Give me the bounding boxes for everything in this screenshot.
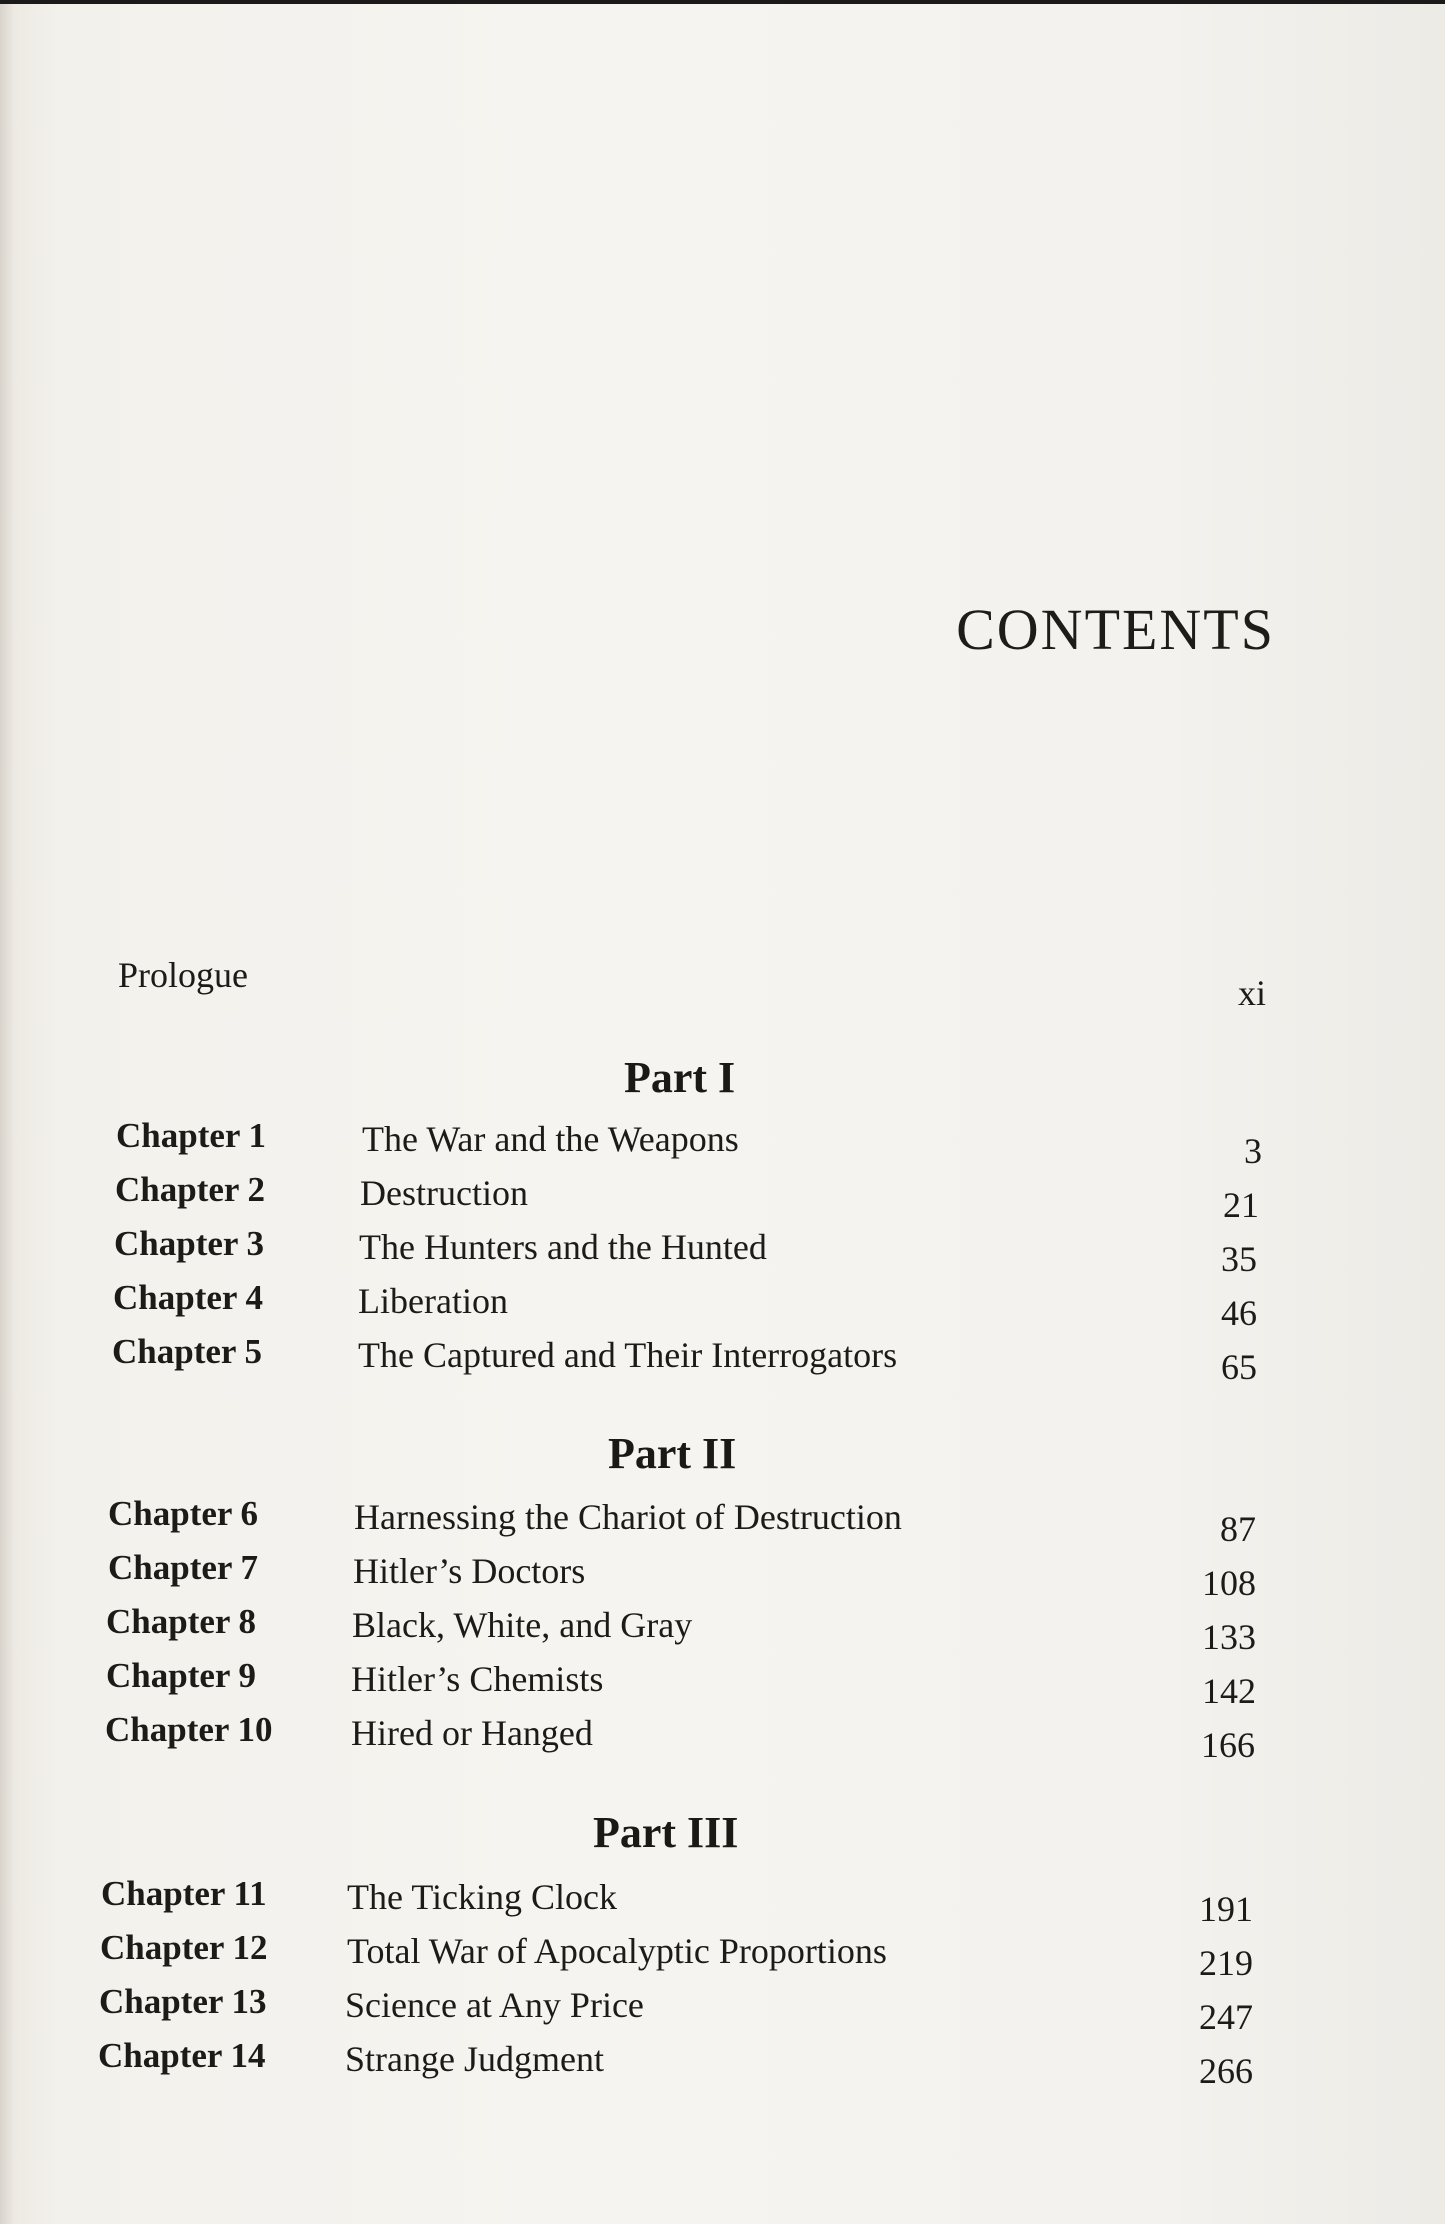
chapter-page-number: 3 [1244,1131,1262,1171]
chapter-title: Destruction [360,1173,528,1213]
toc-entry-chapter-3 [114,1224,1257,1279]
toc-entry-chapter-9 [106,1656,1256,1711]
chapter-title: Strange Judgment [345,2039,604,2079]
toc-entry-chapter-11 [101,1874,1253,1929]
toc-entry-chapter-7 [108,1548,1256,1603]
chapter-number: Chapter 14 [98,2036,266,2075]
chapter-title: Liberation [358,1281,508,1321]
chapter-page-number: 191 [1199,1889,1253,1929]
chapter-number: Chapter 8 [106,1602,257,1641]
chapter-number: Chapter 1 [116,1116,267,1155]
chapter-number: Chapter 7 [108,1548,259,1587]
chapter-page-number: 219 [1199,1943,1253,1983]
toc-entry-chapter-6 [108,1494,1256,1549]
toc-entry-chapter-5 [112,1332,1257,1387]
toc-entry-chapter-10 [105,1710,1255,1765]
contents-title: CONTENTS [956,597,1275,662]
toc-entry-chapter-12 [100,1928,1253,1983]
chapter-number: Chapter 12 [100,1928,268,1967]
chapter-title: Hitler’s Chemists [351,1659,604,1699]
chapter-page-number: 266 [1199,2051,1253,2091]
prologue-entry [118,954,1266,1013]
chapter-page-number: 87 [1220,1509,1256,1549]
prologue-label: Prologue [118,955,248,995]
chapter-page-number: 35 [1221,1239,1257,1279]
chapter-number: Chapter 10 [105,1710,273,1749]
chapter-title: The Ticking Clock [347,1877,618,1917]
toc-entry-chapter-14 [98,2036,1253,2091]
part-heading-3: Part III [593,1808,739,1857]
chapter-title: Black, White, and Gray [352,1605,693,1645]
chapter-title: Science at Any Price [345,1985,644,2025]
chapter-title: Hitler’s Doctors [353,1551,586,1591]
chapter-number: Chapter 6 [108,1494,259,1533]
chapter-number: Chapter 13 [99,1982,267,2021]
chapter-number: Chapter 9 [106,1656,257,1695]
chapter-number: Chapter 5 [112,1332,263,1371]
chapter-title: Harnessing the Chariot of Destruction [354,1497,902,1537]
chapter-page-number: 133 [1202,1617,1256,1657]
chapter-page-number: 108 [1202,1563,1256,1603]
chapter-page-number: 247 [1199,1997,1253,2037]
page-gutter-shadow [0,4,14,2224]
chapter-page-number: 65 [1221,1347,1257,1387]
chapter-page-number: 142 [1202,1671,1256,1711]
chapter-number: Chapter 2 [115,1170,266,1209]
chapter-title: The Hunters and the Hunted [359,1227,767,1267]
chapter-page-number: 166 [1201,1725,1255,1765]
chapter-number: Chapter 3 [114,1224,265,1263]
part-heading-2: Part II [608,1429,737,1478]
chapter-title: Total War of Apocalyptic Proportions [347,1931,887,1971]
chapter-page-number: 46 [1221,1293,1257,1333]
chapter-page-number: 21 [1223,1185,1259,1225]
chapter-title: Hired or Hanged [351,1713,593,1753]
chapter-number: Chapter 11 [101,1874,267,1913]
prologue-page-number: xi [1237,973,1266,1013]
toc-entry-chapter-1 [116,1116,1262,1171]
chapter-number: Chapter 4 [113,1278,264,1317]
chapter-title: The Captured and Their Interrogators [358,1335,898,1375]
chapter-title: The War and the Weapons [362,1119,739,1159]
toc-entry-chapter-2 [115,1170,1259,1225]
part-heading-1: Part I [624,1053,736,1102]
book-page [0,4,1445,2224]
toc-entry-chapter-13 [99,1982,1253,2037]
toc-entry-chapter-4 [113,1278,1257,1333]
toc-entry-chapter-8 [106,1602,1256,1657]
